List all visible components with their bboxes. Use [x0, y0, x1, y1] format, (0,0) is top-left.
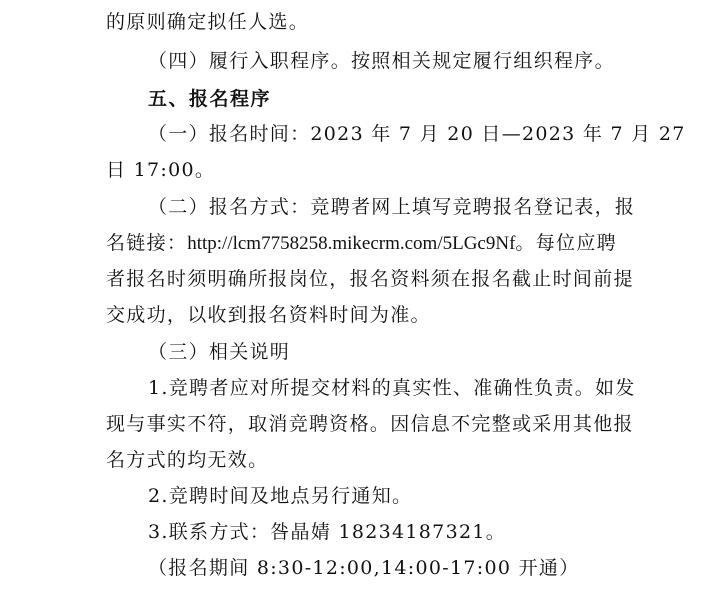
text-line: 名方式的均无效。: [106, 449, 269, 471]
text-segment: 名链接：: [106, 232, 188, 254]
text-segment: 。每位应聘: [515, 232, 617, 254]
text-line: （报名期间 8:30-12:00,14:00-17:00 开通）: [148, 557, 580, 579]
text-line: [106, 231, 617, 256]
text-line: （三）相关说明: [148, 341, 291, 363]
text-line: （四）履行入职程序。按照相关规定履行组织程序。: [148, 50, 615, 72]
text-line: （一）报名时间：2023 年 7 月 20 日—2023 年 7 月 27: [148, 123, 686, 145]
text-line: 交成功，以收到报名资料时间为准。: [106, 304, 431, 326]
text-line: 1.竞聘者应对所提交材料的真实性、准确性负责。如发: [148, 377, 636, 399]
text-line: 者报名时须明确所报岗位，报名资料须在报名截止时间前提: [106, 268, 634, 290]
text-line: 2.竞聘时间及地点另行通知。: [148, 485, 413, 507]
section-heading: 五、报名程序: [148, 88, 272, 110]
text-line: 日 17:00。: [106, 159, 216, 181]
text-line: 3.联系方式：咎晶婧 18234187321。: [148, 521, 507, 543]
text-line: （二）报名方式：竞聘者网上填写竞聘报名登记表，报: [148, 196, 636, 218]
text-line: 现与事实不符，取消竞聘资格。因信息不完整或采用其他报: [106, 413, 634, 435]
text-line: 的原则确定拟任人选。: [106, 11, 310, 33]
registration-link[interactable]: http://lcm7758258.mikecrm.com/5LGc9Nf: [187, 233, 516, 254]
